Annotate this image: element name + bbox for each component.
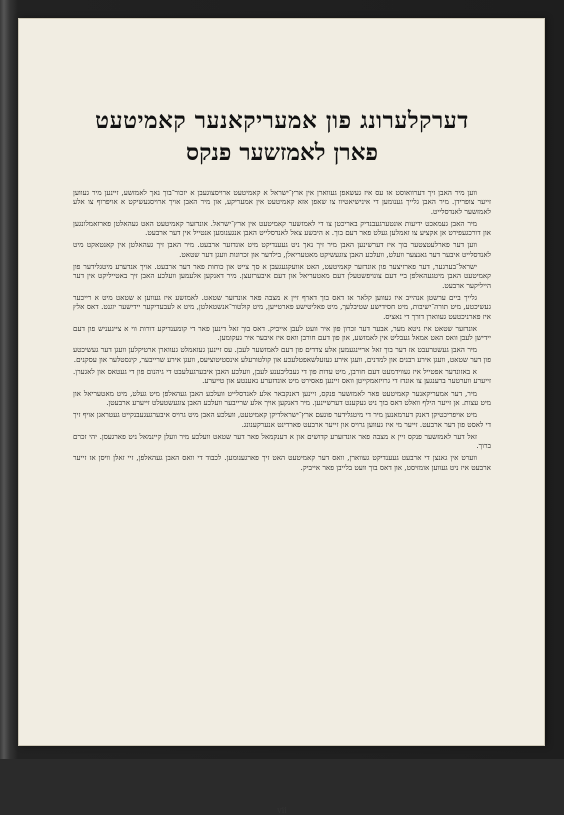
book-page xyxy=(18,18,545,815)
paragraph: ווען דער פארלעטצטער בוך איז דערשינען האבן מיר זיך נאך ניט געענדיקט מיט אונדזער ארבעט. מיר האבן זיך געהאלטן אין קאנטאקט מיט לאנדסלייט איבער דער גאנצער וועלט, וועלכע האבן צוגעשיקט מאטעריאלן, בילדער און זכרונות וועגן דער שטאט. xyxy=(73,240,491,259)
paragraph: א באזונדער אפטייל איז געווידמעט דעם חורבן, מיט עדות פון די געבליבענע לעבן, וועלכע האבן איבערגעלעבט די גיהנום פון די געטאס און לאגערן. זייערע ווערטער ברענגען צו אונדז די גרויזאמקייטן וואס זיינען פאסירט מיט אונדזערע נאענטע און טייערע. xyxy=(73,367,491,386)
page-title xyxy=(73,106,491,168)
body-text xyxy=(73,188,491,475)
title-line-1: דערקלערונג פון אמעריקאנער קאמיטעט xyxy=(95,107,469,134)
title-line-2: פארן לאמזשער פנקס xyxy=(185,139,378,166)
paragraph: מיר האבן געמאכט ידיעות אונטערגעבנדיק באריכטן צו די לאמזשער קאמיטעט אין ארץ־ישראל. אונדזער קאמיטעט האט געהאלטן פארזאמלונגען און דורכגעפירט אן אקציע צו זאמלען געלט פאר דעם בוך. א היבשע צאל לאנדסלייט האבן אנגענומען אנטייל אין דער ארבעט. xyxy=(73,218,491,238)
paragraph: ווען מיר האבן זיך דערוואוסט אז עס איז געשאפן געווארן אין ארץ־ישראל א קאמיטעט ארויסצוגעבן א יזכור־בוך נאך לאמזשע, זיינען מיר געווען זייער צופרידן. מיר האבן גלייך גענומען די אינישיאטיוו צו שאפן אזא קאמיטעט אין אמעריקע, און מיר האבן אויך ארויסגעשיקט א אויפרוף צו אלע לאמזשער לאנדסלייט. xyxy=(73,188,491,216)
page-content xyxy=(73,106,491,815)
paragraph: זאל דער לאמזשער פנקס זיין א מצבה פאר אונדזערע קדושים און א דענקמאל פאר דער שטאט וועלכע מיר וועלן קיינמאל ניט פארגעסן. יהי זכרם ברוך. xyxy=(73,431,491,451)
paragraph: מיט אויפריכטיקן דאנק דערמאנען מיר די מיטגלידער פונעם ארץ־ישראלדיקן קאמיטעט, וועלכע האבן מיט גרויס איבערגעגעבנקייט געטראגן אויף זיך די לאסט פון דער ארבעט. זייער מי איז געווען גרויס און זייער ארבעט פארדינט אנערקענונג. xyxy=(73,410,491,429)
paragraph: גלייך ביים ערשטן אנהייב איז געווען קלאר אז דאס בוך דארף זיין א מצבה פאר אונדזער שטאט. לאמזשע איז געווען א שטאט מיט א רייכער געשיכטע, מיט תורה־ישיבות, מיט חסידישע שטיבלעך, מיט פאליטישע פארטייען, מיט קולטור־אנשטאלטן, מיט א לעבעדיקער יידישער יוגנט. דאס אלץ איז פארניכטעט געווארן דורך די נאציס. xyxy=(73,292,491,321)
paragraph: ווערט אין גאנצן די ארבעט געענדיקט געווארן, וואס דער קאמיטעט האט זיך פארגענומען. לכבוד די וואס האבן געהאלפן, זיי זאלן וויסן אז זייער ארבעט איז ניט געווען אומזיסט, און דאס בוך וועט בלייבן פאר אייביק. xyxy=(73,453,491,472)
paragraph: אונדזער שטאט איז ניטא מער, אבער דער זכרון פון איר וועט לעבן אייביק. דאס בוך זאל דינען פאר די קומענדיקע דורות ווי א צייגעניש פון דעם יידישן לעבן וואס האט אמאל געבליט אין לאמזשע, און פון דעם חורבן וואס איז איבער איר געקומען. xyxy=(73,323,491,343)
paragraph: מיר, דער אמעריקאנער קאמיטעט פאר לאמזשער פנקס, זיינען דאנקבאר אלע לאנדסלייט וועלכע האבן געהאלפן מיט געלט, מיט מאטעריאל און מיט עצות. אן זייער הילף וואלט דאס בוך ניט געקענט דערשיינען. מיר דאנקען אויך אלע שרייבער וועלכע האבן צוגעשטעלט זייערע ארבעטן. xyxy=(73,388,491,407)
paragraph: ישראל־בערגער, דער פארזיצער פון אונדזער קאמיטעט, האט אוועקגעגעבן א סך צייט און כוחות פאר דער ארבעט. אויך אנדערע מיטגלידער פון קאמיטעט האבן מיטגעהאלפן ביי דעם צונויפשטעלן דעם מאטעריאל און דעם איבערזעצן. מיר דאנקען אלעמען וועלכע האבן זיך באטייליקט אין דער הייליקער ארבעט. xyxy=(73,262,491,290)
paragraph: מיר האבן געשטרעבט אז דער בוך זאל אריינגעמען אלע צדדים פון דעם לאמזשער לעבן. עס זיינען געזאמלט געווארן ארטיקלען וועגן דער געשיכטע פון דער שטאט, וועגן אירע רבנים און למדנים, וועגן אירע געזעלשאפטלעכע און קולטורעלע אינסטיטוציעס, וועגן אירע שרייבער, קינסטלער און עסקנים. xyxy=(73,345,491,364)
page-number: vii xyxy=(277,806,287,815)
